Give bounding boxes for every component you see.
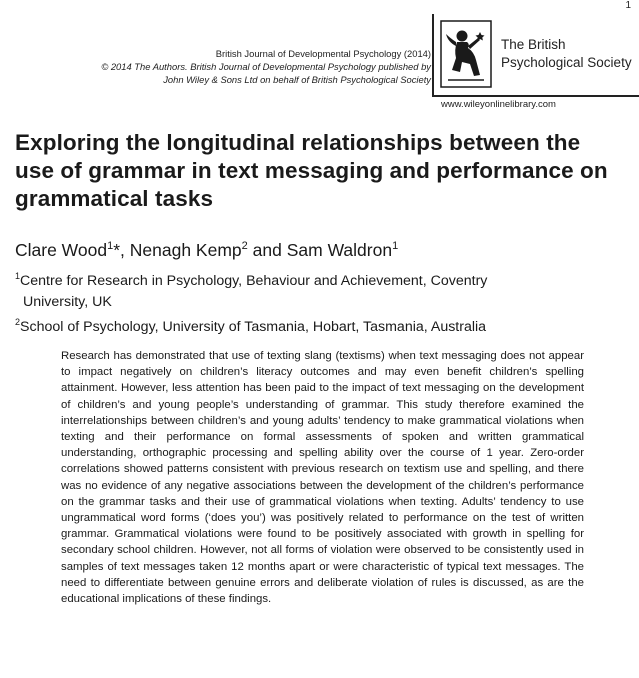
author-affiliation-marker: 2 — [241, 240, 248, 252]
corresponding-author-mark: * — [113, 240, 121, 260]
author-separator: and — [247, 240, 287, 260]
affiliation-marker: 1 — [15, 271, 21, 281]
header-vertical-rule — [432, 14, 434, 96]
author-list — [15, 234, 398, 262]
journal-header — [51, 47, 431, 86]
author-separator: , — [120, 240, 130, 260]
affiliation-text-continued: University, UK — [23, 294, 112, 310]
copyright-line-2: John Wiley & Sons Ltd on behalf of British Psychological Society — [163, 74, 431, 85]
society-name-line-1: The British — [501, 37, 566, 52]
author-name: Sam Waldron — [286, 240, 393, 260]
page-number: 1 — [625, 0, 631, 11]
affiliation-text: School of Psychology, University of Tasmania, Hobart, Tasmania, Australia — [20, 319, 487, 335]
abstract: Research has demonstrated that use of texting slang (textisms) when text messaging does not appear to impact negatively on children’s literacy outcomes and may even benefit children’s spelling attainment. However, less attention has been paid to the impact of text messaging on the development of children’s and young people’s understanding of grammar. This study therefore examined the interrelationships between children’s and young adults’ tendency to make grammatical violations when texting and their performance on formal assessments of spoken and written grammatical understanding, orthographic processing and spelling ability over the course of 1 year. Zero-order correlations showed patterns consistent with previous research on textism use and spelling, and there was no evidence of any negative associations between the development of the children’s performance on the grammar tasks and their use of grammatical violations when texting. Adults’ tendency to use ungrammatical word forms (‘does you’) was positively related to performance on the test of written grammar. Grammatical violations were found to be positively associated with growth in spelling for secondary school children. However, not all forms of violation were observed to be consistently used in samples of text messages taken 12 months apart or were characteristic of typical text messages. The need to differentiate between genuine errors and deliberate violation of rules is discussed, as are the educational implications of these findings. — [61, 350, 584, 606]
author-affiliation-marker: 1 — [392, 240, 399, 252]
copyright-line-1: © 2014 The Authors. British Journal of Developmental Psychology published by — [101, 61, 431, 72]
author-affiliation-marker: 1 — [107, 240, 114, 252]
affiliation-marker: 2 — [15, 317, 21, 327]
affiliation-2 — [15, 312, 625, 338]
affiliation-1 — [15, 266, 575, 313]
journal-name: British Journal of Developmental Psychology (2014) — [215, 48, 431, 59]
society-logo-icon — [440, 20, 492, 88]
society-name-line-2: Psychological Society — [501, 55, 632, 70]
affiliation-text: Centre for Research in Psychology, Behaviour and Achievement, Coventry — [20, 273, 488, 289]
author-name: Clare Wood — [15, 240, 108, 260]
author-name: Nenagh Kemp — [129, 240, 242, 260]
header-horizontal-rule — [432, 95, 639, 97]
society-name — [501, 36, 632, 72]
journal-url: www.wileyonlinelibrary.com — [441, 99, 556, 110]
article-title: Exploring the longitudinal relationships between the use of grammar in text messaging and performance on grammatical tasks — [15, 130, 608, 211]
